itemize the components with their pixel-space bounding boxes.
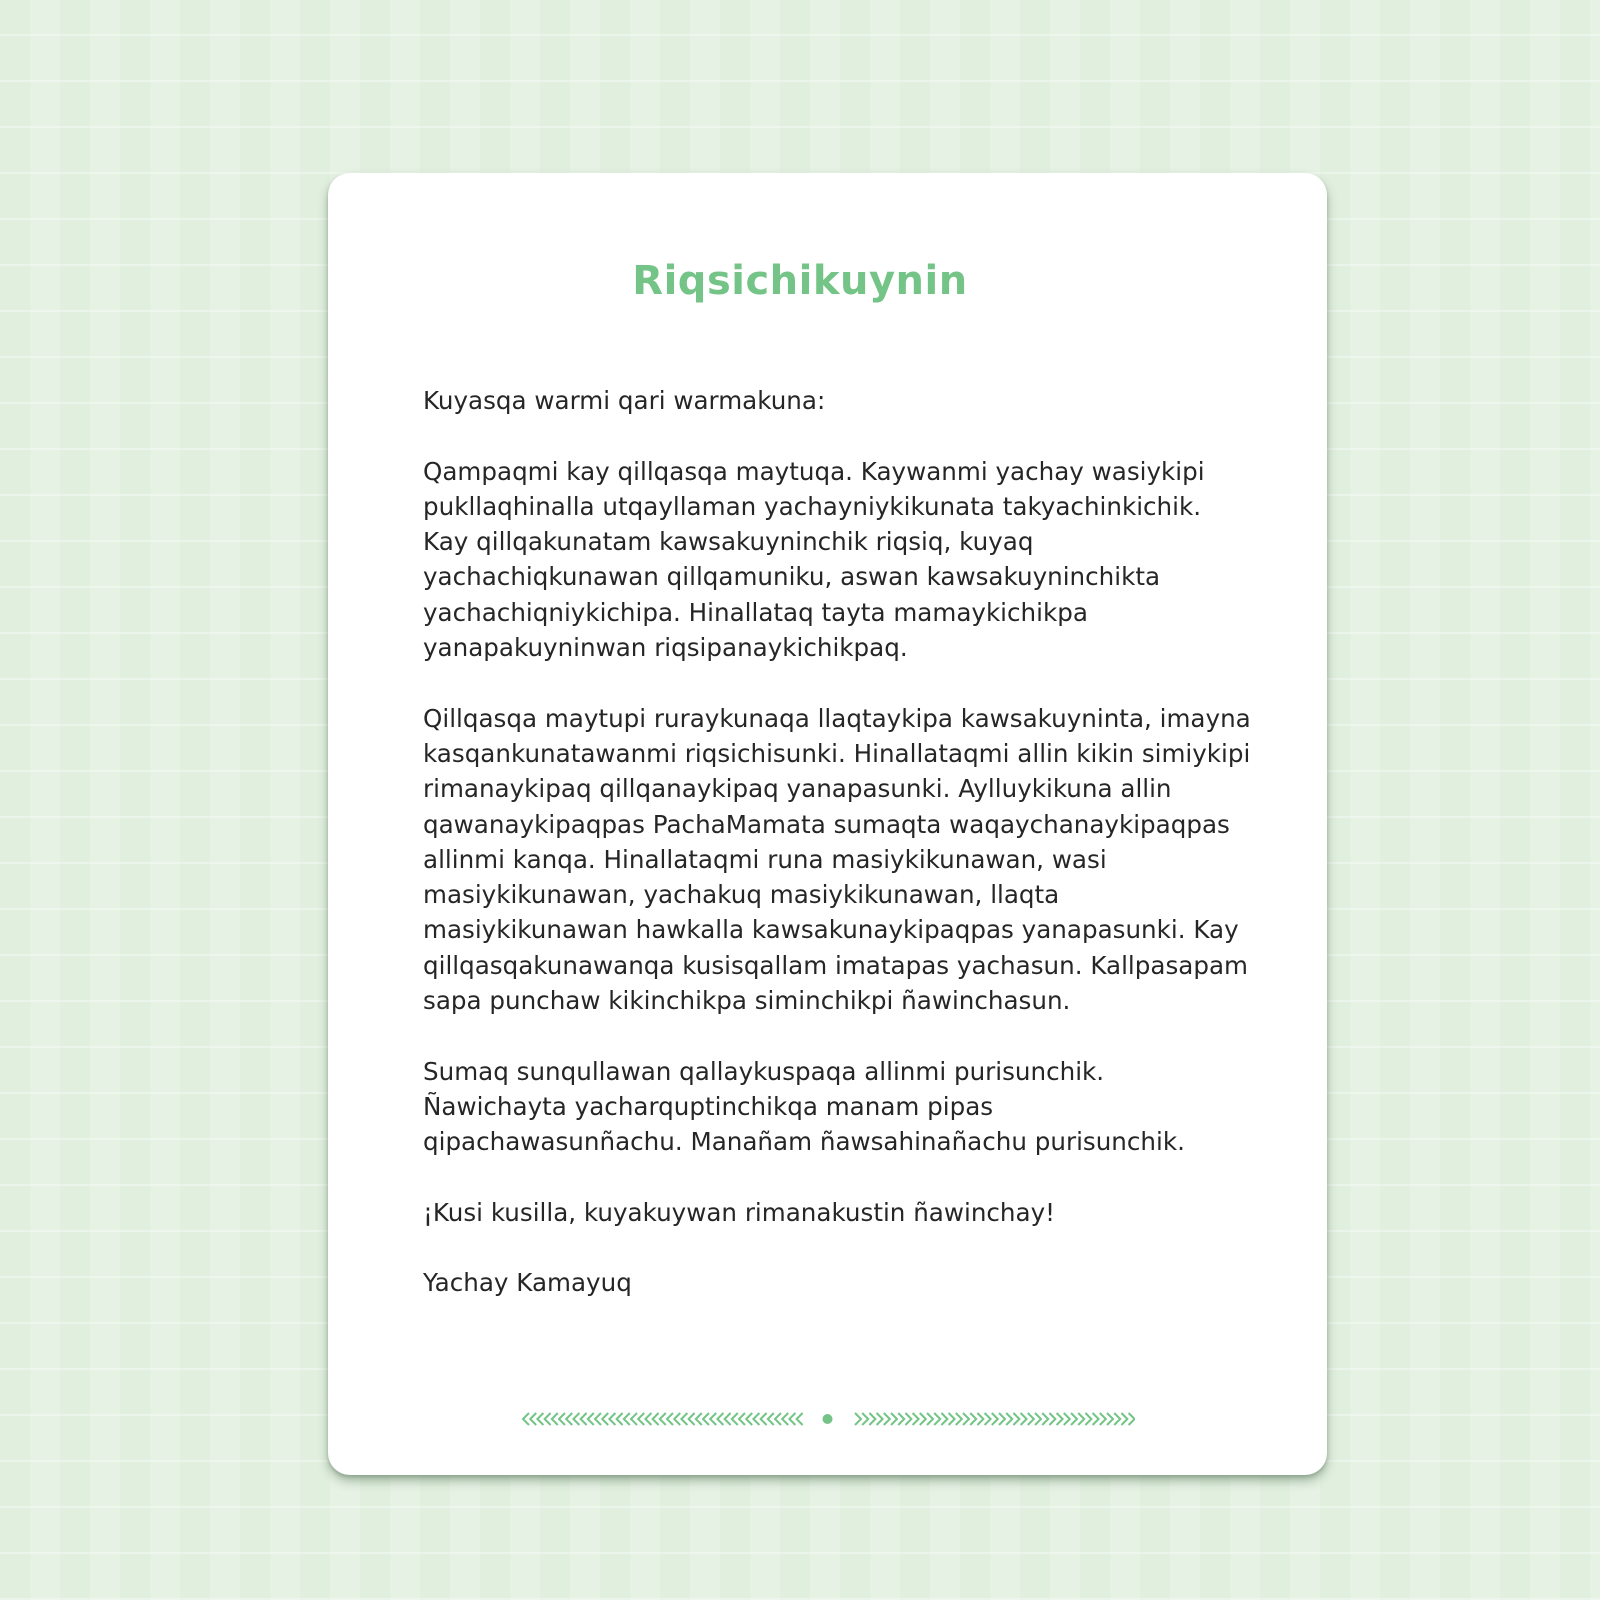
- paragraph-1: Qampaqmi kay qillqasqa maytuqa. Kaywanmi yachay wasiykipi pukllaqhinalla utqayllaman yachayniykikunata takyachinkichik. Kay qillqakunatam kawsakuyninchik riqsiq, kuyaq yachachiqkunawan qillqamuniku, aswan kawsakuyninchikta yachachiqniykichipa. Hinallataq tayta mamaykichikpa yanapakuyninwan riqsipanaykichikpaq.: [423, 456, 1205, 663]
- page-title: Riqsichikuynin: [632, 258, 968, 304]
- right-chevron-icon: [855, 1413, 1135, 1425]
- paragraph-2: Qillqasqa maytupi ruraykunaqa llaqtaykipa kawsakuyninta, imayna kasqankunatawanmi riqsichisunki. Hinallataqmi allin kikin simiykipi rimanaykipaq qillqanaykipaq yanapasunki. Aylluykikuna allin qawanaykipaqpas PachaMamata sumaqta waqaychanaykipaqpas allinmi kanqa. Hinallataqmi runa masiykikunawan, wasi masiykikunawan, yachakuq masiykikunawan, llaqta masiykikunawan hawkalla kawsakunaykipaqpas yanapasunki. Kay qillqasqakunawanqa kusisqallam imatapas yachasun. Kallpasapam sapa punchaw kikinchikpa siminchikpi ñawinchasun.: [423, 703, 1251, 1016]
- chevron-divider: [520, 1407, 1135, 1431]
- paragraph-3: Sumaq sunqullawan qallaykuspaqa allinmi purisunchik. Ñawichayta yacharquptinchikqa manam pipas qipachawasunñachu. Manañam ñawsahinañachu purisunchik.: [423, 1056, 1185, 1157]
- center-dot-icon: [823, 1414, 833, 1424]
- salutation: Kuyasqa warmi qari warmakuna:: [423, 386, 826, 415]
- signature: Yachay Kamayuq: [423, 1268, 632, 1298]
- closing-line: ¡Kusi kusilla, kuyakuywan rimanakustin ñawinchay!: [423, 1197, 1056, 1227]
- left-chevron-icon: [523, 1413, 803, 1425]
- letter-body: [423, 383, 1253, 1301]
